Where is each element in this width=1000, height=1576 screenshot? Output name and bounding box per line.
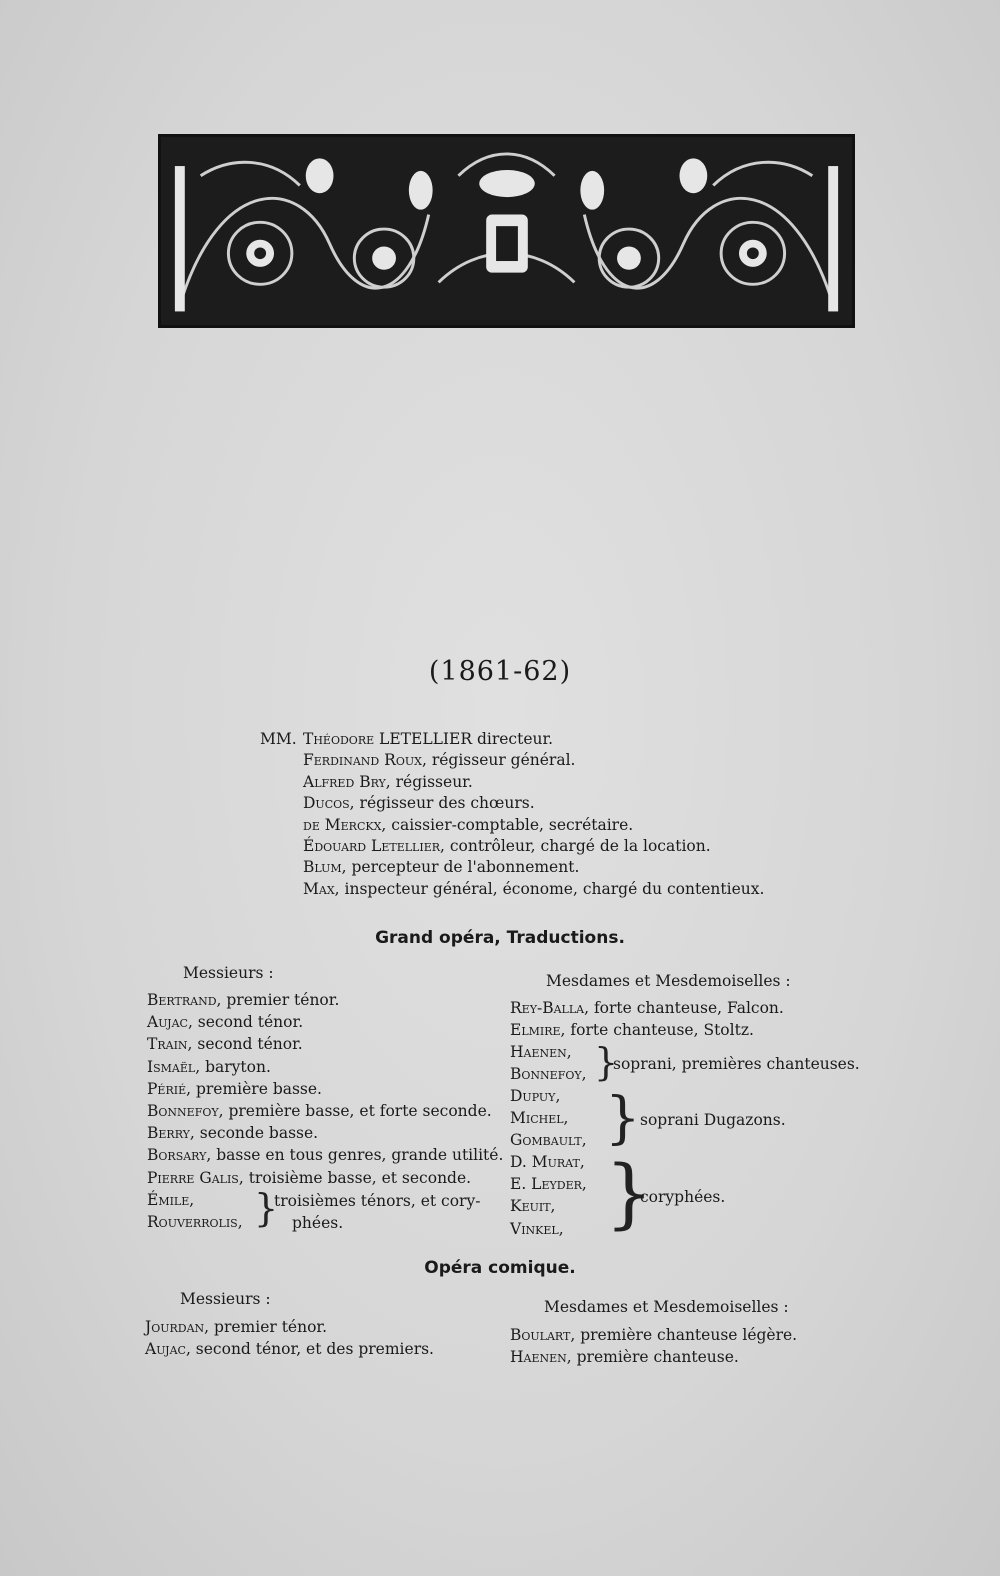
list-item [510, 1346, 797, 1368]
staff-name: Max, [303, 879, 340, 898]
list-item [147, 1011, 503, 1033]
staff-name: Alfred Bry, [303, 772, 391, 791]
list-item [147, 1100, 503, 1122]
staff-name: Blum, [303, 858, 347, 877]
staff-role: régisseur général. [426, 751, 576, 770]
singer-role: baryton. [200, 1057, 271, 1076]
list-item [147, 1122, 503, 1144]
staff-name: Édouard Letellier, [303, 837, 445, 856]
singer-role: seconde basse. [194, 1124, 319, 1143]
opera-comique-women-heading: Mesdames et Mesdemoiselles : [544, 1298, 789, 1316]
singer-name: Périé, [147, 1079, 192, 1098]
staff-name: Théodore LETELLIER [303, 730, 473, 748]
season-year: (1861-62) [428, 656, 572, 687]
opera-comique-women-list [510, 1324, 797, 1368]
staff-role: régisseur des chœurs. [354, 794, 535, 813]
ornament-engraving [161, 137, 852, 325]
singer-name: Bonnefoy, [510, 1065, 587, 1084]
women-group3-note: coryphées. [640, 1188, 726, 1206]
singer-role: première chanteuse légère. [575, 1326, 798, 1344]
women-group1-note: soprani, premières chanteuses. [613, 1055, 860, 1073]
grand-opera-title: Grand opéra, Traductions. [375, 928, 625, 948]
singer-name: Rouverrolis, [147, 1213, 243, 1232]
staff-row [260, 772, 764, 793]
brace-glyph: } [594, 1040, 619, 1084]
singer-name: D. Murat, [510, 1153, 585, 1171]
staff-row [260, 815, 764, 836]
grand-opera-women-list [510, 997, 784, 1041]
staff-list [260, 729, 764, 900]
singer-name: Rey-Balla, [510, 999, 590, 1017]
singer-role: second ténor. [192, 1013, 304, 1032]
staff-name: Ducos, [303, 794, 355, 813]
staff-row [260, 836, 764, 857]
staff-role: inspecteur général, économe, chargé du contentieux. [339, 879, 765, 898]
list-item [145, 1338, 434, 1360]
staff-row [260, 729, 764, 750]
list-item [147, 1078, 503, 1100]
singer-name: Haenen, [510, 1348, 572, 1367]
list-item [147, 1033, 503, 1055]
singer-name: Émile, [147, 1191, 195, 1209]
singer-role: première basse, et forte seconde. [223, 1102, 492, 1121]
singer-name: Bonnefoy, [147, 1102, 224, 1121]
staff-row [260, 793, 764, 814]
staff-role: caissier-comptable, secrétaire. [386, 815, 634, 834]
women-group2-names [510, 1085, 587, 1152]
women-group3-names [510, 1151, 587, 1240]
staff-role: directeur. [472, 730, 554, 748]
opera-comique-title: Opéra comique. [424, 1258, 576, 1278]
women-group1-names [510, 1041, 587, 1085]
men-group-note: troisièmes ténors, et cory- [274, 1192, 481, 1210]
staff-name: de Merckx, [303, 815, 387, 834]
grand-opera-men-heading: Messieurs : [183, 964, 274, 982]
singer-name: Jourdan, [145, 1318, 210, 1336]
singer-name: Borsary, [147, 1146, 212, 1165]
staff-role: régisseur. [390, 772, 473, 791]
singer-role: second ténor, et des premiers. [190, 1340, 434, 1359]
singer-name: Bertrand, [147, 991, 222, 1009]
list-item [510, 1019, 784, 1041]
singer-name: Berry, [147, 1124, 195, 1143]
singer-name: Haenen, [510, 1043, 572, 1061]
singer-role: second ténor. [192, 1035, 303, 1054]
list-item [147, 1167, 503, 1189]
list-item [510, 997, 784, 1019]
singer-name: Vinkel, [510, 1219, 564, 1238]
singer-role: premier ténor. [221, 991, 340, 1009]
staff-prefix: MM. [260, 730, 297, 748]
singer-role: forte chanteuse, Falcon. [589, 999, 784, 1017]
staff-role: contrôleur, chargé de la location. [444, 837, 711, 856]
list-item [147, 989, 503, 1011]
brace-glyph: } [605, 1086, 641, 1151]
list-item [510, 1324, 797, 1346]
singer-name: Ismaël, [147, 1057, 201, 1076]
singer-name: Train, [147, 1035, 193, 1054]
opera-comique-men-list [145, 1316, 434, 1360]
grand-opera-men-list [147, 989, 503, 1189]
singer-name: Aujac, [145, 1340, 191, 1359]
singer-name: Michel, [510, 1109, 569, 1128]
singer-role: troisième basse, et seconde. [243, 1168, 472, 1187]
staff-row [260, 750, 764, 771]
staff-name: Ferdinand Roux, [303, 751, 427, 770]
singer-name: Elmire, [510, 1021, 566, 1040]
brace-glyph: } [254, 1186, 279, 1230]
singer-name: Gombault, [510, 1131, 587, 1150]
singer-role: premier ténor. [209, 1318, 328, 1336]
list-item [145, 1316, 434, 1338]
opera-comique-men-heading: Messieurs : [180, 1290, 271, 1308]
singer-name: E. Leyder, [510, 1175, 587, 1194]
singer-role: forte chanteuse, Stoltz. [565, 1021, 754, 1040]
singer-name: Pierre Galis, [147, 1168, 244, 1187]
women-group2-note: soprani Dugazons. [640, 1111, 786, 1129]
singer-name: Boulart, [510, 1326, 576, 1344]
staff-row [260, 879, 764, 900]
brace-glyph: } [605, 1148, 654, 1237]
staff-row [260, 857, 764, 878]
staff-role: percepteur de l'abonnement. [346, 858, 580, 877]
singer-role: première basse. [191, 1079, 322, 1098]
singer-role: première chanteuse. [571, 1348, 739, 1367]
singer-name: Keuit, [510, 1197, 556, 1216]
singer-name: Dupuy, [510, 1087, 561, 1105]
decorative-header-ornament [158, 134, 855, 328]
singer-name: Aujac, [147, 1013, 193, 1032]
singer-role: basse en tous genres, grande utilité. [211, 1146, 504, 1165]
list-item [147, 1056, 503, 1078]
men-group-note-cont: phées. [292, 1214, 344, 1232]
grand-opera-women-heading: Mesdames et Mesdemoiselles : [546, 972, 791, 990]
men-group-names [147, 1189, 243, 1233]
list-item [147, 1144, 503, 1166]
